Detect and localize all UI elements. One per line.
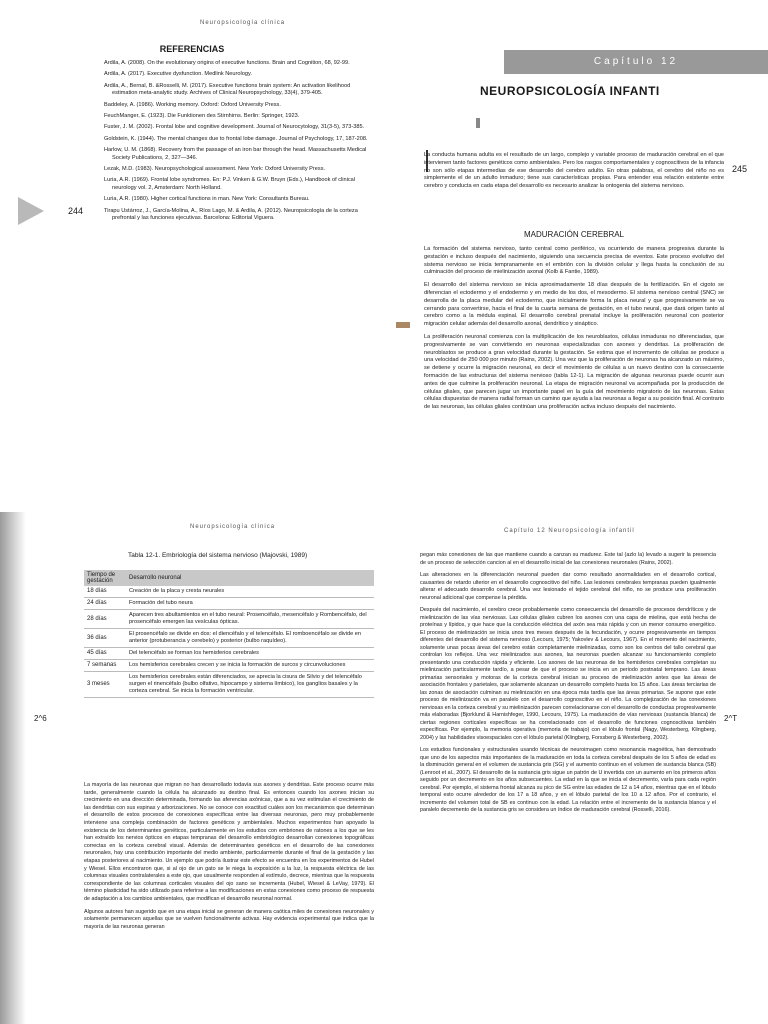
margin-mark xyxy=(476,118,480,128)
running-head: Neuropsicología clínica xyxy=(190,524,276,530)
body-paragraph: Las alteraciones en la diferenciación neuronal pueden dar como resultado anormalidades en el desarrollo cortical, causantes de retardo ulterior en el desarrollo cognoscitivo del niño. Las lesiones cerebrales tempranas pueden igualmente alterar el adecuado desarrollo cerebral. Una vez lesionado el tejido cerebral del niño, no se produce una proliferación neuronal adicional que compense la pérdida. xyxy=(420,572,716,601)
reference-item: Ardila, A. (2008). On the evolutionary origins of executive functions. Brain and Cognition, 68, 92-99. xyxy=(104,60,350,66)
margin-mark xyxy=(396,322,410,328)
page-number: 244 xyxy=(68,206,84,216)
reference-item: Luria, A.R. (1969). Frontal lobe syndromes. En: P.J. Vinken & G.W. Bruyn (Eds.), Handbook of clinical neurology vol. 2, Amsterdam: North Holland. xyxy=(104,177,356,191)
reference-item: Fuster, J. M. (2002). Frontal lobe and cognitive development. Journal of Neurocytology, 31(3-5), 373-385. xyxy=(104,124,365,131)
references-list xyxy=(104,60,376,227)
page-number: 2^6 xyxy=(34,714,47,723)
body-paragraph: Algunos autores han sugerido que en una etapa inicial se generan de manera caótica miles de conexiones neuronales y solamente permanecen aquellas que se vuelven funcionalmente activas. Hay evidencia experimental que indica que la mayoría de las neuronas generan xyxy=(84,908,374,930)
dev-cell: Aparecen tres abultamientos en el tubo neural: Prosencéfalo, mesencéfalo y Rombencéfalo, del prosencéfalo emergen las vesículas ópticas. xyxy=(126,610,374,629)
body-paragraph: La mayoría de las neuronas que migran no han desarrollado todavía sus axones y dendritas. Este proceso ocurre más tarde, generalmente cuando la célula ha alcanzado su destino final. Es entonces cuando los axones inician su crecimiento en una dirección determinada, formando las aferencias axónicas, que a su vez estimulan el crecimiento de las dendritas con sus espinas y arborizaciones. No se conoce con exactitud cuáles son los mecanismos que determinan el desarrollo de estos procesos de conexiones específicas entre las diversas neuronas, pero muy probablemente interviene una compleja combinación de factores genéticos y ambientales. Muchos experimentos han apoyado la existencia de los determinantes genéticos, particularmente en los estudios con embriones de ratones a los que se les han extraído los nervios ópticos en etapas tempranas del desarrollo embriológico desarrollan conexiones topográficas correctas en la corteza cerebral visual. Además de determinantes genéticos en el desarrollo de las conexiones neuronales, hay una contribución importante del medio ambiente, particularmente durante el final de la gestación y las etapas posteriores al nacimiento. Un ejemplo que podría ilustrar este efecto se encuentra en los experimentos de Hubel y Wiesel. Ellos encontraron que, si al ojo de un gato se le niega la exposición a la luz, la respuesta eléctrica de las columnas visuales contralaterales a este ojo, que usualmente responden al estímulo, decrece, mientras que la respuesta correspondiente de las columnas corticales visuales del ojo sano se incrementa (Hubel, Wiesel & LeVay, 1979). El término plasticidad ha sido utilizado para referirse a las modificaciones en estas conexiones como proceso de respuesta de adaptación a los cambios ambientales, que modifican el desarrollo neuronal normal. xyxy=(84,782,374,902)
table-row xyxy=(84,598,374,610)
age-cell: 18 días xyxy=(84,586,126,598)
table-caption: Tabla 12-1. Embriología del sistema nervioso (Majovski, 1989) xyxy=(128,552,308,559)
page-244 xyxy=(0,0,384,512)
dev-cell: Los hemisferios cerebrales crecen y se inicia la formación de surcos y circunvoluciones xyxy=(126,660,374,672)
reference-item: Luria, A.R. (1980). Higher cortical functions in man. New York: Consultants Bureau. xyxy=(104,196,310,203)
table-header-row xyxy=(84,570,374,586)
column-header: Desarrollo neuronal xyxy=(126,570,374,586)
chapter-intro xyxy=(424,152,724,196)
body-paragraph: pegan más conexiones de las que mantiene cuando a canzan su madurez. Este tal (azlo la) levado a sugerir la presencia de un proceso de selección cancion al en el desarrollo inicial de las conexiones neuronales (Rains, 2002). xyxy=(420,552,716,566)
chapter-title: NEUROPSICOLOGÍA INFANTI xyxy=(480,84,660,98)
body-text xyxy=(420,552,716,820)
age-cell: 28 días xyxy=(84,610,126,629)
body-text xyxy=(84,782,374,936)
table-row xyxy=(84,660,374,672)
reference-item: Ardila, A., Bernal, B. &Rosselli, M. (2017). Executive functions brain system: An activation likelihood estimation meta-analytic study. Archives of Clinical Neuropsychology, 33(4), 379-405. xyxy=(104,82,351,97)
table-row xyxy=(84,586,374,598)
age-cell: 36 días xyxy=(84,629,126,648)
chapter-label: Capítulo 12 xyxy=(504,50,768,74)
page-edge-tab xyxy=(18,197,44,225)
body-paragraph: Después del nacimiento, el cerebro crece probablemente como consecuencia del desarrollo de procesos dendríticos y de mielinización de las vías nerviosas. Las células gliales cubren los axones con una capa de mielina, que está hecha de proteínas y lípidos, y que hace que la conducción eléctrica del axón sea más rápida y con un menor consumo energético. El proceso de mielinización se inicia unos tres meses después de la fecundación, y ocurre progresivamente en tiempos diferentes del desarrollo del sistema nervioso (Lecours, 1975; Yakovlev & Lecours, 1967). En el momento del nacimiento, solamente unas pocas áreas del cerebro están completamente mielinizadas, como son los centros del tallo cerebral que controlan los reflejos. Una vez mielinizados sus axones, las neuronas pueden alcanzar su funcionamiento completo presentando una conducción rápida y eficiente. Los axones de las neuronas de los hemisferios cerebrales completan su mielinización particularmente tardío, a pesar de que el proceso se inicia en un periodo postnatal temprano. Las áreas primarias sensoriales y motoras de la corteza cerebral inician su proceso de mielinización antes que las áreas de asociación frontales y parietales, que solamente alcanzan un desarrollo completo hasta los 15 años. Las áreas terciarias de las zonas de asociación culminan su mielinización en una época más tardía que las áreas primarias. Se supone que este proceso de mielinización va en paralelo con el desarrollo cognoscitivo en el niño. La complejización de las conexiones nerviosas en la corteza cerebral y su mielinización parecen correlacionarse con el desarrollo de conductas progresivamente más elaboradas (Bjorklund & Harnishfeger, 1990, Lecours, 1975). La maduración de vías nerviosas (sustancia blanca) de ciertas regiones corticales específicas se ha correlacionado con el desarrollo de funciones cognoscitivas también específicas. Por ejemplo, la memoria operativa (memoria de trabajo) con el lóbulo frontal (Nagy, Westerberg, Klingberg, 2004) y las habilidades visoespaciales con el lóbulo parietal (Klingberg, Forssberg & Westerberg, 2002). xyxy=(420,607,716,741)
running-head: Capítulo 12 Neuropsicología infantil xyxy=(504,528,635,534)
running-head: Neuropsicología clínica xyxy=(200,20,286,26)
intro-paragraph: La conducta humana adulta es el resultado de un largo, complejo y variable proceso de maduración cerebral en el que intervienen tanto factores genéticos como ambientales. Pero los rasgos comportamentales y cognoscitivos de la infancia no son sólo etapas intermedias de ese desarrollo del cerebro adulto. En otras palabras, el cerebro del niño no es simplemente el de un adulto inmaduro; tiene sus características propias. Para entender esa relación existente entre cerebro y conducta en cada etapa del desarrollo es necesario analizar la ontogenia del sistema nervioso. xyxy=(424,152,724,190)
body-paragraph: La proliferación neuronal comienza con la multiplicación de los neuroblastos, células inmaduras no diferenciadas, que progresivamente se van convirtiendo en neuronas especializadas con axones y dendritas. La proliferación de neuroblastos se produce a gran velocidad durante la gestación. Se estima que el incremento de células se produce a una velocidad de 250 000 por minuto (Rains, 2002). Una vez que la proliferación de neuronas ha alcanzado un máximo, se detiene y ocurre la migración neuronal, es decir el movimiento de células a un nuevo destino con la consecuente formación de las estructuras del sistema nervioso (tabla 12-1). La migración de algunas neuronas puede ocurrir aun antes de que culmine la proliferación neuronal. La etapa de migración neuronal va acompañada por la producción de células gliales, que parecen jugar un importante papel en la guía del movimiento migratorio de las neuronas. Estas células dispuestas de manera radial forman un camino que ayuda a las neuronas a llegar a su posición final. Al contrario de las neuronas, las células gliales continúan una proliferación activa incluso después del nacimiento. xyxy=(424,333,724,411)
reference-item: Harlow, U. M. (1868). Recovery from the passage of an iron bar through the head. Massachusetts Medical Society Publications, 2, 327—346. xyxy=(104,147,367,161)
dev-cell: Creación de la placa y cresta neurales xyxy=(126,586,374,598)
body-paragraph: Los estudios funcionales y estructurales usando técnicas de neuroimagen como resonancia magnética, han demostrado que uno de los aspectos más importantes de la maduración en toda la corteza cerebral después de los 5 años de edad es la disminución general en el volumen de sustancia gris (SG) y el aumento continuo en el volumen de sustancia blanca (SB) (Lenroot et al., 2007). El desarrollo de la sustancia gris sigue un patrón de U invertida con un aumento en los primeros años seguido por un decremento en los años subsecuentes. La edad en la que se inicia el decremento, varía para cada región cerebral. Por ejemplo, el sistema frontal alcanza su pico de SG entre las edades de 12 a 14 años, mientras que en el lóbulo temporal esto ocurre alrededor de los 17 a 18 años, y en el lóbulo parietal de los 10 a 12 años. Por el contrario, el incremento del volumen total de SB es continuo con la edad. La relación entre el incremento de la sustancia blanca y el paralelo decremento de la sustancia gris se considera un índice de maduración cerebral (Rosselli, 2016). xyxy=(420,747,716,813)
page-number: 2^T xyxy=(724,714,738,723)
dev-cell: Formación del tubo neura xyxy=(126,598,374,610)
age-cell: 3 meses xyxy=(84,672,126,698)
body-paragraph: El desarrollo del sistema nervioso se inicia aproximadamente 18 días después de la fertilización. En el cigoto se diferencian el ectodermo y el endodermo y en medio de los dos, el mesodermo. El sistema nervioso central (SNC) se desarrolla de la placa medular del ectodermo, que inicialmente forma la placa neural y que progresivamente se va cerrando para convertirse, hacia el final de la cuarta semana de gestación, en el tubo neural, que dará origen tanto al cerebro como a la médula espinal. El desarrollo cerebral prenatal incluye la proliferación neuronal con posterior migración celular además del desarrollo axonal, dendrítico y sináptico. xyxy=(424,282,724,328)
page-number: 245 xyxy=(732,164,748,174)
reference-item: Baddeley, A. (1986). Working memory. Oxford: Oxford University Press. xyxy=(104,101,281,108)
reference-item: Tirapu Ustárroz, J., García-Molina, A., Ríos Lago, M. & Ardila, A. (2012). Neuropsicología de la corteza prefrontal y las funciones ejecutivas. Barcelona: Editorial Viguera. xyxy=(104,207,358,222)
page-246 xyxy=(0,512,384,1024)
table-row xyxy=(84,610,374,629)
column-header: Tiempo de gestación xyxy=(84,570,126,586)
reference-item: Ardila, A. (2017). Executive dysfunction. Medlink Neurology. xyxy=(104,71,252,78)
section-title: MADURACIÓN CEREBRAL xyxy=(523,230,624,239)
body-paragraph: La formación del sistema nervioso, tanto central como periférico, va ocurriendo de manera progresiva durante la gestación e incluso después del nacimiento, siguiendo una secuencia precisa de eventos. Este proceso evolutivo del sistema nervioso se inicia tempranamente en el embrión con la división celular y llega hasta la conclusión de su culminación del proceso de mielinización axonal (Kolb & Fantie, 1989). xyxy=(424,246,724,276)
table-row xyxy=(84,648,374,660)
table-row xyxy=(84,629,374,648)
reference-item: FeuchManger, E. (1923). Die Funktionen des Stirnhirns. Berlin: Springer, 1923. xyxy=(104,113,300,120)
table-row xyxy=(84,672,374,698)
reference-item: Lezak, M.D. (1983). Neuropsychological assessment. New York: Oxford University Press. xyxy=(104,166,326,173)
references-title: REFERENCIAS xyxy=(159,44,225,54)
reference-item: Goldstein, K. (1944). The mental changes due to frontal lobe damage. Journal of Psychology, 17, 187-208. xyxy=(104,135,368,142)
dev-cell: Los hemisferios cerebrales están diferenciados, se aprecia la cisura de Silvio y del telencéfalo surgen el rinencéfalo (bulbo olfativo, hipocampo y sistema límbico), los ganglios basales y la corteza cerebral. Se inicia la formación ventricular. xyxy=(126,672,374,698)
section-body xyxy=(424,246,724,417)
dev-cell: El prosencéfalo se divide en dos: el diencéfalo y el telencéfalo. El romboencéfalo se divide en anterior (protuberancia y cerebelo) y posterior (bulbo raquídeo). xyxy=(126,629,374,648)
age-cell: 24 días xyxy=(84,598,126,610)
page-247 xyxy=(384,512,768,1024)
page-245 xyxy=(384,0,768,512)
age-cell: 45 días xyxy=(84,648,126,660)
age-cell: 7 semanas xyxy=(84,660,126,672)
embryology-table xyxy=(84,570,374,698)
dev-cell: Del telencéfalo se forman los hemisferios cerebrales xyxy=(126,648,374,660)
